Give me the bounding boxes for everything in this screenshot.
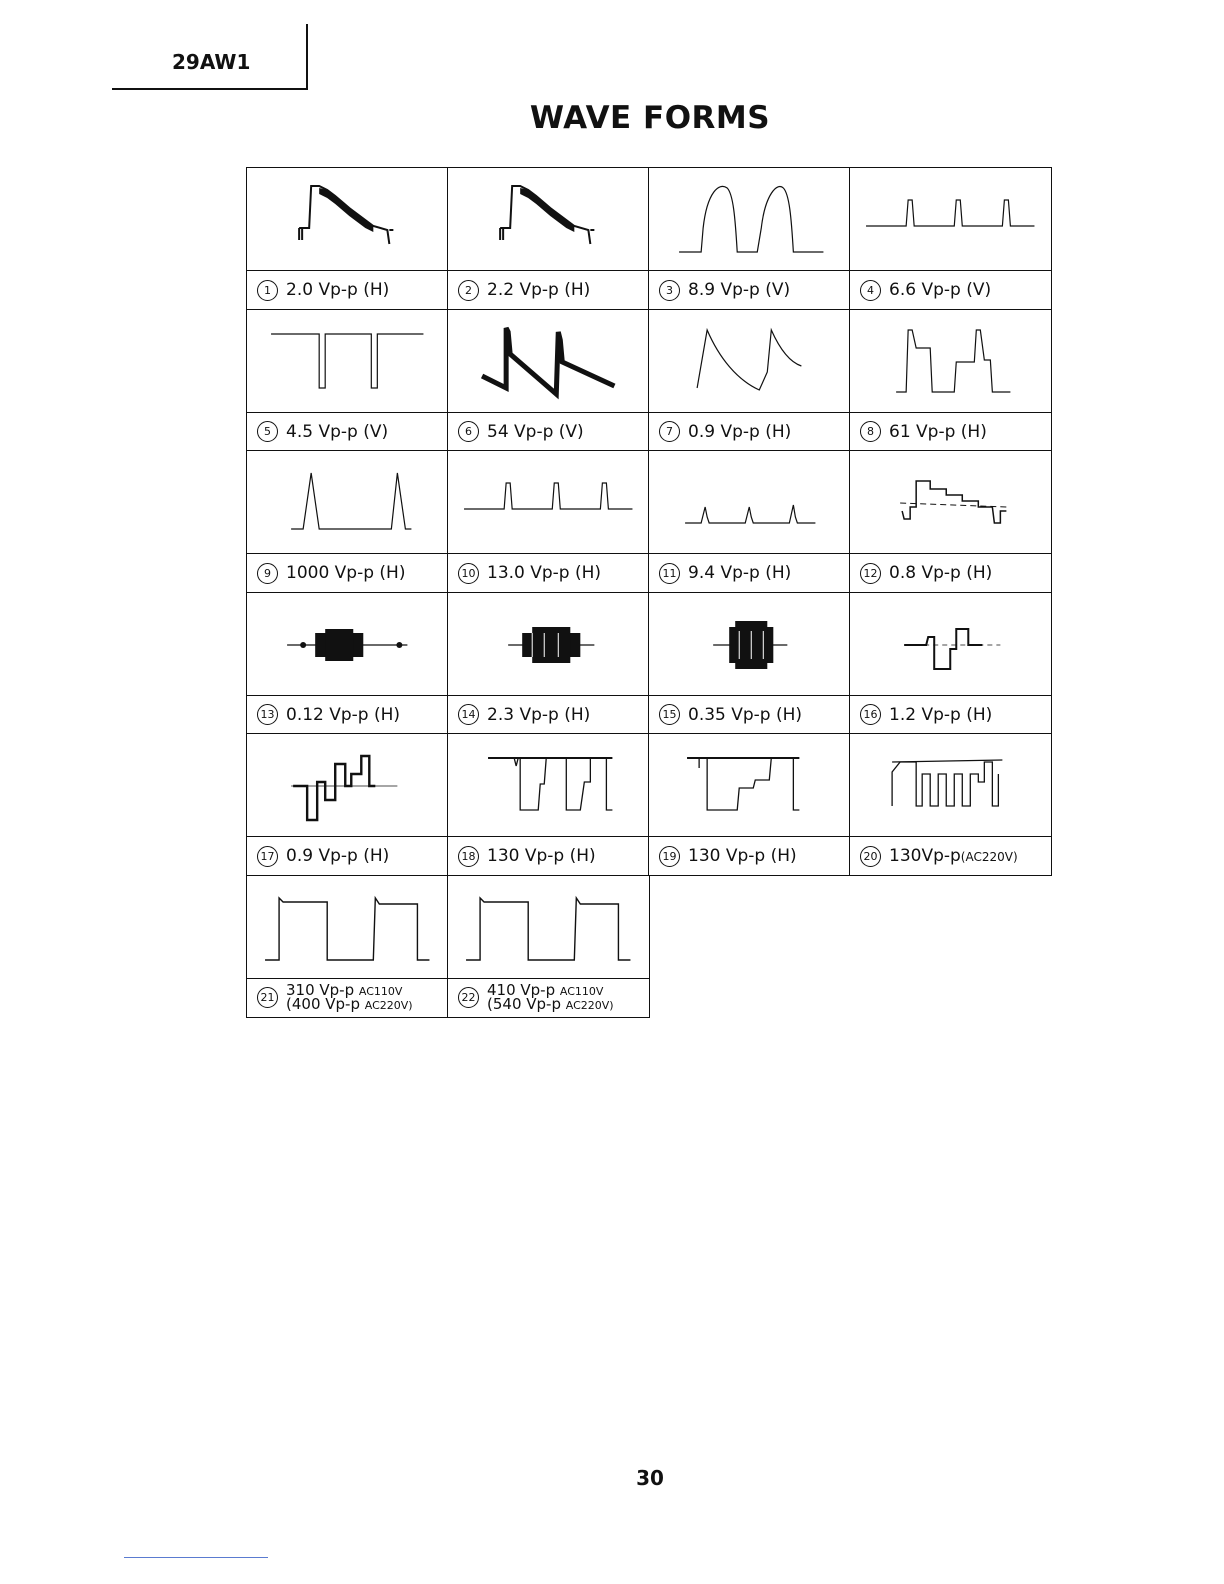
waveform-caption xyxy=(448,837,649,875)
voltage-suffix: (AC220V) xyxy=(960,850,1018,864)
waveform-caption xyxy=(247,413,448,451)
waveform-caption xyxy=(448,271,649,309)
waveform-caption xyxy=(247,979,448,1017)
voltage-value: 0.35 Vp-p (H) xyxy=(688,704,803,725)
waveform-cell xyxy=(447,592,650,735)
waveform-number: 4 xyxy=(860,280,881,301)
waveform-trace xyxy=(247,876,448,979)
waveform-number: 15 xyxy=(659,704,680,725)
waveform-voltage xyxy=(688,846,797,866)
voltage-line-1: 310 Vp-p xyxy=(286,980,355,999)
voltage-value: 2.2 Vp-p (H) xyxy=(487,280,591,300)
waveform-voltage xyxy=(286,846,389,866)
waveform-trace xyxy=(247,451,448,554)
model-header-box xyxy=(112,24,308,90)
waveform-caption xyxy=(649,413,850,451)
waveform-number: 8 xyxy=(860,421,881,442)
waveform-cell xyxy=(849,309,1052,452)
waveform-trace xyxy=(247,168,448,271)
waveform-voltage xyxy=(487,705,590,725)
waveform-number: 13 xyxy=(257,704,278,725)
waveform-number: 14 xyxy=(458,704,479,725)
waveform-cell xyxy=(648,733,851,876)
waveform-number: 3 xyxy=(659,280,680,301)
waveform-trace xyxy=(850,734,1051,837)
waveform-voltage xyxy=(487,422,584,442)
waveform-caption xyxy=(247,271,448,309)
waveform-caption xyxy=(247,554,448,592)
waveform-trace xyxy=(649,451,850,554)
voltage-value: 0.9 Vp-p (H) xyxy=(286,846,390,866)
voltage-value: 0.9 Vp-p (H) xyxy=(688,421,792,442)
waveform-trace xyxy=(247,734,448,837)
waveform-voltage xyxy=(286,280,389,300)
waveform-trace xyxy=(649,310,850,413)
waveform-voltage xyxy=(286,422,388,442)
voltage-value: 54 Vp-p (V) xyxy=(487,421,584,442)
voltage-value: 8.9 Vp-p (V) xyxy=(688,280,791,300)
voltage-value: 13.0 Vp-p (H) xyxy=(487,563,602,583)
waveform-caption xyxy=(649,696,850,734)
waveform-voltage xyxy=(889,563,992,583)
waveform-number: 7 xyxy=(659,421,680,442)
footer-rule xyxy=(124,1557,268,1558)
waveform-trace xyxy=(850,593,1051,696)
waveform-caption xyxy=(850,837,1051,875)
voltage-value: 2.0 Vp-p (H) xyxy=(286,280,390,300)
waveform-cell xyxy=(246,733,449,876)
waveform-number: 17 xyxy=(257,846,278,867)
voltage-note-1: AC110V xyxy=(559,984,604,998)
waveform-cell xyxy=(246,167,449,310)
waveform-voltage xyxy=(688,563,791,583)
waveform-caption xyxy=(649,554,850,592)
waveform-voltage xyxy=(286,705,400,725)
waveform-voltage xyxy=(286,563,405,583)
voltage-value: 130 Vp-p (H) xyxy=(487,846,596,866)
waveform-number: 9 xyxy=(257,563,278,584)
waveform-cell xyxy=(246,450,449,593)
waveform-voltage-two-line xyxy=(286,980,413,1013)
waveform-trace xyxy=(850,310,1051,413)
waveform-voltage xyxy=(487,563,601,583)
page-number: 30 xyxy=(636,1466,664,1490)
waveform-voltage-two-line xyxy=(487,980,614,1013)
voltage-value: 6.6 Vp-p (V) xyxy=(889,280,992,300)
waveform-trace xyxy=(649,734,850,837)
waveform-number: 19 xyxy=(659,846,680,867)
waveform-cell xyxy=(447,167,650,310)
waveform-cell xyxy=(246,875,449,1018)
waveform-trace xyxy=(649,593,850,696)
voltage-note-2: AC220V) xyxy=(364,998,413,1012)
waveform-trace xyxy=(448,310,649,413)
voltage-line-2: (540 Vp-p xyxy=(487,994,561,1013)
waveform-cell xyxy=(849,450,1052,593)
waveform-number: 22 xyxy=(458,987,479,1008)
waveform-caption xyxy=(448,979,649,1017)
waveform-voltage xyxy=(487,280,590,300)
waveform-number: 21 xyxy=(257,987,278,1008)
waveform-voltage xyxy=(688,422,791,442)
model-number: 29AW1 xyxy=(172,50,251,74)
waveform-caption xyxy=(448,413,649,451)
waveform-cell xyxy=(849,167,1052,310)
waveform-voltage xyxy=(889,422,987,442)
waveform-number: 5 xyxy=(257,421,278,442)
waveform-cell xyxy=(648,309,851,452)
waveform-cell xyxy=(648,167,851,310)
waveform-caption xyxy=(850,413,1051,451)
waveform-caption xyxy=(247,696,448,734)
waveform-trace xyxy=(448,593,649,696)
waveform-caption xyxy=(448,696,649,734)
waveform-cell xyxy=(447,733,650,876)
waveform-voltage xyxy=(889,280,991,300)
waveform-trace xyxy=(247,593,448,696)
waveform-number: 2 xyxy=(458,280,479,301)
waveform-number: 11 xyxy=(659,563,680,584)
voltage-value: 4.5 Vp-p (V) xyxy=(286,421,389,442)
voltage-note-1: AC110V xyxy=(358,984,403,998)
waveform-caption xyxy=(850,696,1051,734)
waveform-table xyxy=(246,167,1050,1016)
waveform-trace xyxy=(850,451,1051,554)
voltage-value: 130Vp-p xyxy=(889,846,961,866)
voltage-value: 1.2 Vp-p (H) xyxy=(889,704,993,725)
waveform-cell xyxy=(447,875,650,1018)
waveform-cell xyxy=(648,450,851,593)
voltage-note-2: AC220V) xyxy=(565,998,614,1012)
waveform-number: 16 xyxy=(860,704,881,725)
voltage-value: 130 Vp-p (H) xyxy=(688,846,797,866)
waveform-trace xyxy=(448,876,649,979)
voltage-value: 2.3 Vp-p (H) xyxy=(487,704,591,725)
waveform-number: 10 xyxy=(458,563,479,584)
waveform-number: 6 xyxy=(458,421,479,442)
waveform-cell xyxy=(447,309,650,452)
voltage-value: 9.4 Vp-p (H) xyxy=(688,563,792,583)
voltage-value: 1000 Vp-p (H) xyxy=(286,563,406,583)
waveform-number: 12 xyxy=(860,563,881,584)
waveform-caption xyxy=(850,271,1051,309)
waveform-cell xyxy=(246,592,449,735)
waveform-number: 1 xyxy=(257,280,278,301)
waveform-caption xyxy=(850,554,1051,592)
voltage-value: 0.12 Vp-p (H) xyxy=(286,704,401,725)
waveform-voltage xyxy=(487,846,596,866)
waveform-cell xyxy=(849,733,1052,876)
waveform-voltage xyxy=(889,705,992,725)
waveform-caption xyxy=(448,554,649,592)
voltage-line-1: 410 Vp-p xyxy=(487,980,556,999)
waveform-voltage xyxy=(688,705,802,725)
waveform-trace xyxy=(850,168,1051,271)
voltage-line-2: (400 Vp-p xyxy=(286,994,360,1013)
waveform-number: 20 xyxy=(860,846,881,867)
waveform-trace xyxy=(649,168,850,271)
waveform-caption xyxy=(649,837,850,875)
waveform-trace xyxy=(448,734,649,837)
waveform-cell xyxy=(246,309,449,452)
voltage-value: 61 Vp-p (H) xyxy=(889,421,987,442)
waveform-trace xyxy=(448,451,649,554)
voltage-value: 0.8 Vp-p (H) xyxy=(889,563,993,583)
page-title: WAVE FORMS xyxy=(529,100,771,136)
waveform-cell xyxy=(849,592,1052,735)
waveform-trace xyxy=(448,168,649,271)
waveform-voltage xyxy=(688,280,790,300)
waveform-number: 18 xyxy=(458,846,479,867)
waveform-caption xyxy=(247,837,448,875)
waveform-voltage xyxy=(889,846,1018,866)
waveform-cell xyxy=(648,592,851,735)
waveform-trace xyxy=(247,310,448,413)
waveform-caption xyxy=(649,271,850,309)
waveform-cell xyxy=(447,450,650,593)
